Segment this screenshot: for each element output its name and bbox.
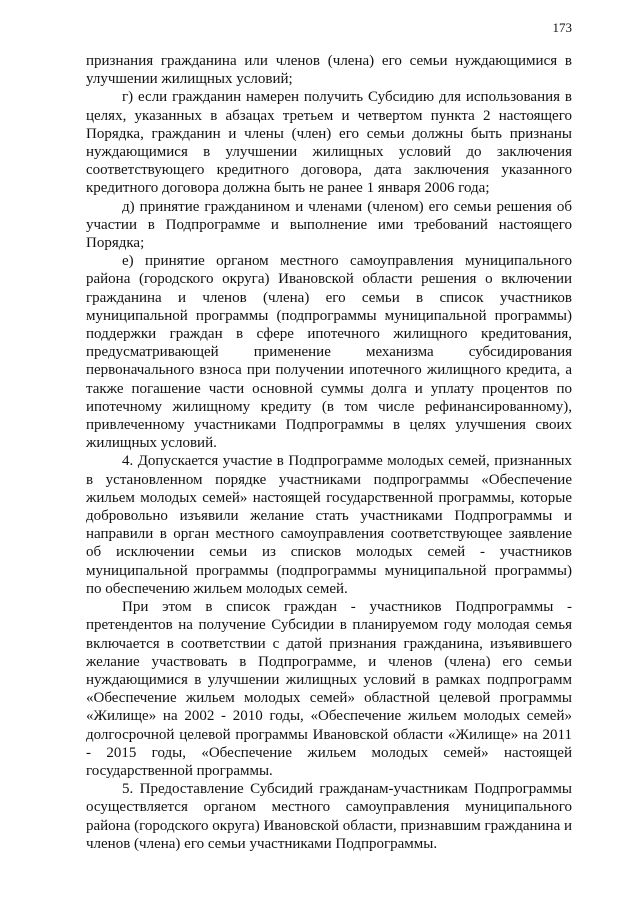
paragraph-item-e: е) принятие органом местного самоуправления муниципального района (городского округа) Ивановской области решения о включении гражданина и членов (члена) его семьи в список участников муниципальной программы (подпрограммы муниципальной программы) поддержки граждан в сфере ипотечного жилищного кредитования, предусматривающей применение механизма субсидирования первоначального взноса при получении ипотечного жилищного кредита, а также погашение части основной суммы долга и уплату процентов по ипотечному жилищному кредиту (в том числе рефинансированному), привлеченному участниками Подпрограммы в целях улучшения своих жилищных условий.	[86, 253, 572, 452]
page-number: 173	[552, 20, 572, 35]
paragraph-item-d: д) принятие гражданином и членами (членом) его семьи решения об участии в Подпрограмме и выполнение ими требований настоящего Порядка;	[86, 198, 572, 252]
paragraph-continuation: признания гражданина или членов (члена) его семьи нуждающимися в улучшении жилищных условий;	[86, 53, 572, 88]
paragraph-clause-4-continued: При этом в список граждан - участников Подпрограммы - претендентов на получение Субсидии в планируемом году молодая семья включается в соответствии с датой признания гражданина, изъявившего желание участвовать в Подпрограмме, и членов (члена) его семьи нуждающимися в улучшении жилищных условий в рамках подпрограмм «Обеспечение жильем молодых семей» областной целевой программы «Жилище» на 2002 - 2010 годы, «Обеспечение жильем молодых семей» долгосрочной целевой программы Ивановской области «Жилище» на 2011 - 2015 годы, «Обеспечение жильем молодых семей» настоящей государственной программы.	[86, 599, 572, 779]
paragraph-clause-5: 5. Предоставление Субсидий гражданам-участникам Подпрограммы осуществляется органом местного самоуправления муниципального района (городского округа) Ивановской области, признавшим гражданина и членов (члена) его семьи участниками Подпрограммы.	[86, 781, 572, 852]
paragraph-clause-4: 4. Допускается участие в Подпрограмме молодых семей, признанных в установленном порядке участниками подпрограммы «Обеспечение жильем молодых семей» настоящей государственной программы, которые добровольно изъявили желание стать участниками Подпрограммы и направили в орган местного самоуправления соответствующее заявление об исключении семьи из списков молодых семей - участников муниципальной программы (подпрограммы муниципальной программы) по обеспечению жильем молодых семей.	[86, 453, 572, 597]
paragraph-item-g: г) если гражданин намерен получить Субсидию для использования в целях, указанных в абзацах третьем и четвертом пункта 2 настоящего Порядка, гражданин и члены (член) его семьи должны быть признаны нуждающимися в улучшении жилищных условий до заключения соответствующего кредитного договора, дата заключения указанного кредитного договора должна быть не ранее 1 января 2006 года;	[86, 89, 572, 197]
document-body	[86, 52, 572, 853]
